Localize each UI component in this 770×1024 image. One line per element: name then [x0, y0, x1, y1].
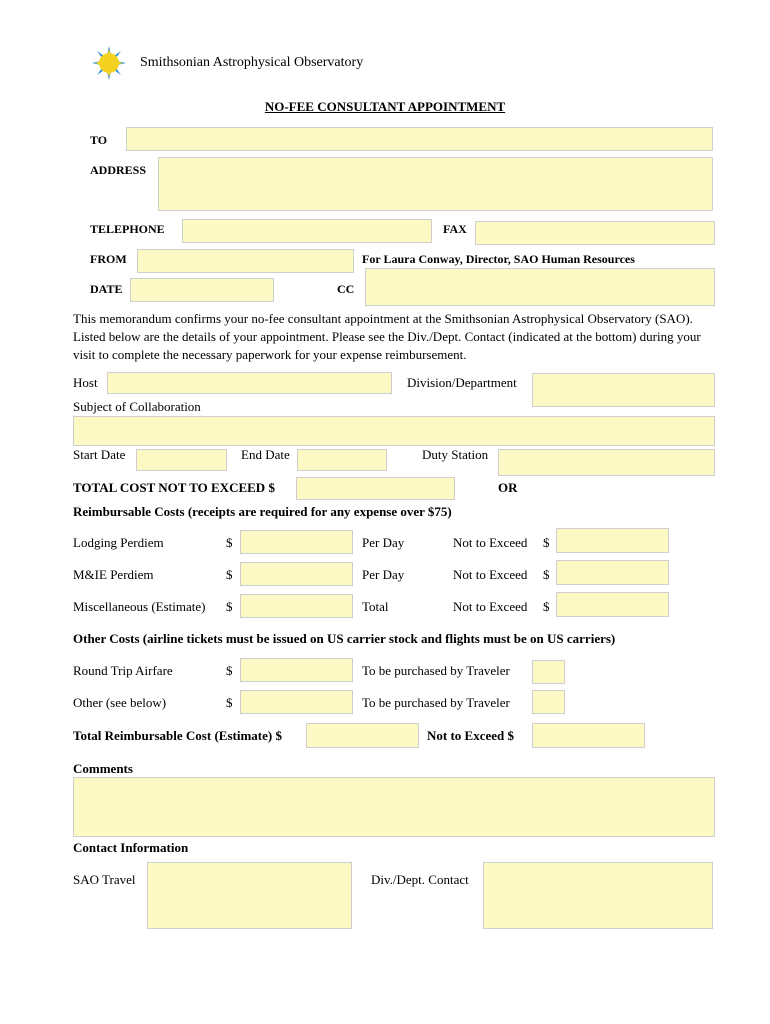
mie-amount-field[interactable]	[240, 562, 353, 586]
lodging-nte-dollar: $	[543, 535, 550, 550]
telephone-label: TELEPHONE	[90, 222, 165, 236]
misc-nte-label: Not to Exceed	[453, 599, 528, 614]
fax-field[interactable]	[475, 221, 715, 245]
end-date-field[interactable]	[297, 449, 387, 471]
cc-field[interactable]	[365, 268, 715, 306]
total-cost-field[interactable]	[296, 477, 455, 500]
division-label: Division/Department	[407, 375, 517, 390]
from-field[interactable]	[137, 249, 354, 273]
date-field[interactable]	[130, 278, 274, 302]
sao-travel-field[interactable]	[147, 862, 352, 929]
mie-nte-label: Not to Exceed	[453, 567, 528, 582]
division-field[interactable]	[532, 373, 715, 407]
mie-nte-dollar: $	[543, 567, 550, 582]
total-nte-field[interactable]	[532, 723, 645, 748]
comments-label: Comments	[73, 761, 133, 776]
misc-amount-field[interactable]	[240, 594, 353, 618]
host-field[interactable]	[107, 372, 392, 394]
date-label: DATE	[90, 282, 123, 296]
form-title: NO-FEE CONSULTANT APPOINTMENT	[264, 99, 506, 114]
other-amount-field[interactable]	[240, 690, 353, 714]
end-date-label: End Date	[241, 447, 290, 462]
to-field[interactable]	[126, 127, 713, 151]
misc-label: Miscellaneous (Estimate)	[73, 599, 206, 614]
airfare-dollar: $	[226, 663, 233, 678]
duty-station-field[interactable]	[498, 449, 715, 476]
lodging-label: Lodging Perdiem	[73, 535, 164, 550]
other-label: Other (see below)	[73, 695, 167, 710]
from-label: FROM	[90, 252, 127, 266]
subject-label: Subject of Collaboration	[73, 399, 201, 414]
memo-paragraph: This memorandum confirms your no-fee consultant appointment at the Smithsonian Astrophysical Observatory (SAO). Listed below are the details of your appointment. Please see the Div./Dept. Contact (indicated at the bottom) during your visit to complete the necessary paperwork for your expense reimbursement.	[73, 311, 701, 362]
sao-travel-label: SAO Travel	[73, 872, 136, 887]
mie-nte-field[interactable]	[556, 560, 669, 585]
dept-contact-label: Div./Dept. Contact	[371, 872, 469, 887]
lodging-nte-label: Not to Exceed	[453, 535, 528, 550]
telephone-field[interactable]	[182, 219, 432, 243]
lodging-nte-field[interactable]	[556, 528, 669, 553]
start-date-label: Start Date	[73, 447, 126, 462]
other-dollar: $	[226, 695, 233, 710]
duty-station-label: Duty Station	[422, 447, 489, 462]
address-field[interactable]	[158, 157, 713, 211]
total-reimbursable-label: Total Reimbursable Cost (Estimate) $	[73, 728, 282, 743]
airfare-note: To be purchased by Traveler	[362, 663, 510, 678]
misc-nte-field[interactable]	[556, 592, 669, 617]
contact-heading: Contact Information	[73, 840, 189, 855]
reimbursable-heading: Reimbursable Costs (receipts are required for any expense over $75)	[73, 504, 452, 519]
fax-label: FAX	[443, 222, 467, 236]
dept-contact-field[interactable]	[483, 862, 713, 929]
total-reimbursable-field[interactable]	[306, 723, 419, 748]
lodging-unit: Per Day	[362, 535, 405, 550]
lodging-dollar: $	[226, 535, 233, 550]
mie-unit: Per Day	[362, 567, 405, 582]
lodging-amount-field[interactable]	[240, 530, 353, 554]
comments-field[interactable]	[73, 777, 715, 837]
subject-field[interactable]	[73, 416, 715, 446]
total-cost-label: TOTAL COST NOT TO EXCEED $	[73, 480, 275, 495]
misc-unit: Total	[362, 599, 389, 614]
other-costs-heading: Other Costs (airline tickets must be issued on US carrier stock and flights must be on US carriers)	[73, 631, 616, 646]
host-label: Host	[73, 375, 98, 390]
cc-label: CC	[337, 282, 355, 296]
smithsonian-sunburst-logo-icon	[92, 46, 126, 80]
airfare-label: Round Trip Airfare	[73, 663, 173, 678]
total-nte-label: Not to Exceed $	[427, 728, 515, 743]
airfare-amount-field[interactable]	[240, 658, 353, 682]
for-note: For Laura Conway, Director, SAO Human Resources	[362, 252, 635, 266]
to-label: TO	[90, 133, 108, 147]
address-label: ADDRESS	[90, 163, 147, 177]
start-date-field[interactable]	[136, 449, 227, 471]
other-note: To be purchased by Traveler	[362, 695, 510, 710]
misc-nte-dollar: $	[543, 599, 550, 614]
other-traveler-checkbox[interactable]	[532, 690, 565, 714]
mie-dollar: $	[226, 567, 233, 582]
airfare-traveler-checkbox[interactable]	[532, 660, 565, 684]
or-label: OR	[498, 480, 518, 495]
mie-label: M&IE Perdiem	[73, 567, 154, 582]
misc-dollar: $	[226, 599, 233, 614]
org-name: Smithsonian Astrophysical Observatory	[140, 55, 364, 70]
